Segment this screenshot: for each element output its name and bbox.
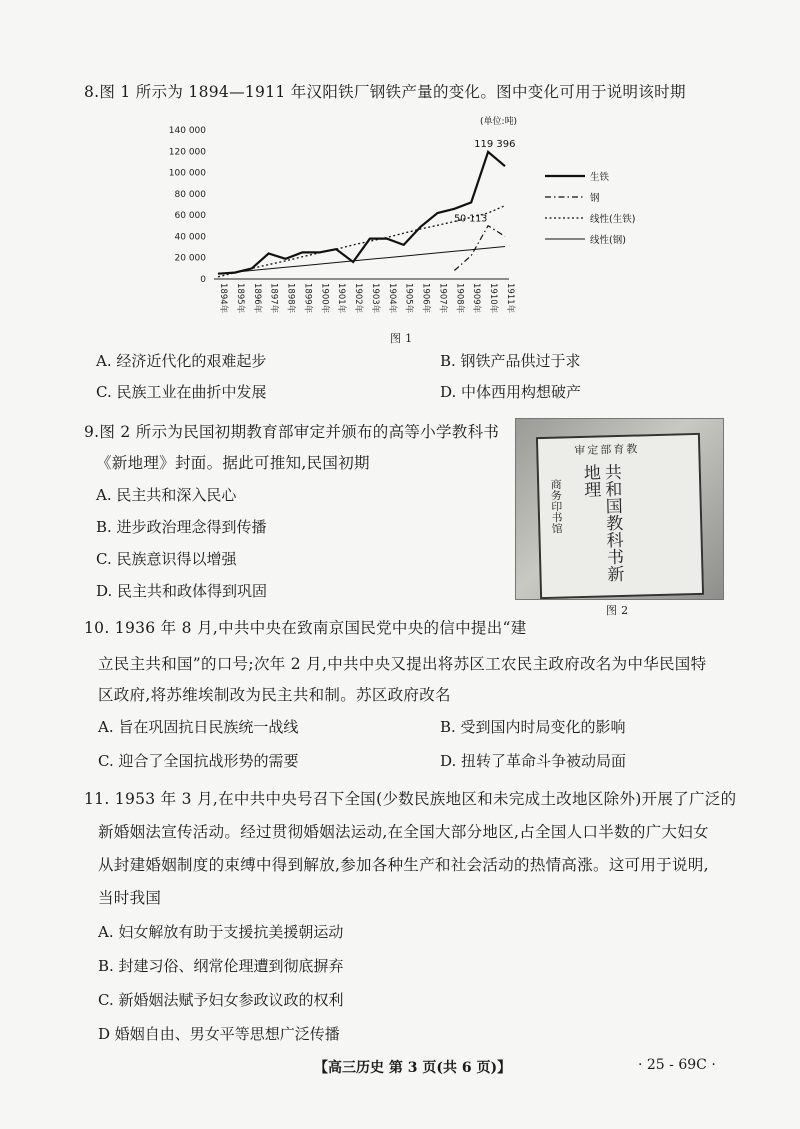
q11-option-a: A. 妇女解放有助于支援抗美援朝运动 bbox=[98, 923, 344, 941]
x-tick-label: 1909年 bbox=[471, 283, 482, 314]
q8-option-d: D. 中体西用构想破产 bbox=[440, 383, 582, 401]
q8-option-a: A. 经济近代化的艰难起步 bbox=[96, 352, 267, 370]
x-tick-label: 1908年 bbox=[454, 283, 465, 314]
q9-option-a: A. 民主共和深入民心 bbox=[96, 486, 237, 504]
q11-option-c: C. 新婚姻法赋予妇女参政议政的权利 bbox=[98, 991, 344, 1009]
page-footer-info: 【高三历史 第 3 页(共 6 页)】 bbox=[314, 1060, 512, 1076]
y-tick-label: 140 000 bbox=[168, 126, 206, 136]
x-tick-label: 1903年 bbox=[369, 283, 380, 314]
y-tick-label: 80 000 bbox=[174, 189, 206, 200]
q8-stem: 8.图 1 所示为 1894—1911 年汉阳铁厂钢铁产量的变化。图中变化可用于说明该时期 bbox=[84, 83, 686, 101]
x-tick-label: 1894年 bbox=[218, 283, 228, 314]
x-tick-label: 1904年 bbox=[386, 283, 397, 314]
x-tick-label: 1911年 bbox=[505, 283, 515, 314]
cover-top-text: 审定部育教 bbox=[574, 442, 640, 458]
x-tick-label: 1905年 bbox=[403, 283, 414, 314]
y-tick-label: 40 000 bbox=[174, 232, 206, 243]
y-tick-label: 0 bbox=[200, 275, 206, 285]
x-tick-label: 1896年 bbox=[251, 283, 262, 314]
q11-stem-line1: 11. 1953 年 3 月,在中共中央号召下全国(少数民族地区和未完成土改地区除外)开展了广泛的 bbox=[84, 790, 737, 808]
cover-main-text: 共和国教科书新地理 bbox=[579, 462, 624, 583]
y-tick-label: 20 000 bbox=[174, 253, 206, 264]
textbook-cover-photo bbox=[515, 418, 724, 600]
x-tick-label: 1895年 bbox=[234, 283, 245, 314]
x-tick-label: 1910年 bbox=[488, 283, 499, 314]
x-tick-label: 1900年 bbox=[319, 283, 330, 314]
q9-option-d: D. 民主共和政体得到巩固 bbox=[96, 582, 268, 600]
q10-stem-line3: 区政府,将苏维埃制改为民主共和制。苏区政府改名 bbox=[98, 686, 451, 704]
fig1-label: 图 1 bbox=[390, 332, 413, 345]
q9-stem-line2: 《新地理》封面。据此可推知,民国初期 bbox=[96, 454, 370, 472]
exam-code: · 25 - 69C · bbox=[638, 1057, 716, 1073]
q9-stem-line1: 9.图 2 所示为民国初期教育部审定并颁布的高等小学教科书 bbox=[84, 423, 500, 441]
q10-option-c: C. 迎合了全国抗战形势的需要 bbox=[98, 752, 299, 770]
q10-option-d: D. 扭转了革命斗争被动局面 bbox=[440, 752, 627, 770]
q10-option-a: A. 旨在巩固抗日民族统一战线 bbox=[98, 718, 299, 736]
q11-stem-line2: 新婚姻法宣传活动。经过贯彻婚姻法运动,在全国大部分地区,占全国人口半数的广大妇女 bbox=[98, 823, 709, 841]
x-tick-label: 1906年 bbox=[420, 283, 431, 314]
q10-option-b: B. 受到国内时局变化的影响 bbox=[440, 718, 626, 736]
q8-option-b: B. 钢铁产品供过于求 bbox=[440, 352, 581, 370]
y-tick-label: 120 000 bbox=[168, 147, 206, 158]
legend-label: 线性(生铁) bbox=[590, 214, 636, 225]
x-tick-label: 1907年 bbox=[437, 283, 448, 314]
y-tick-label: 60 000 bbox=[174, 211, 206, 222]
legend-label: 线性(钢) bbox=[590, 235, 626, 246]
q11-option-b: B. 封建习俗、纲常伦理遭到彻底摒弃 bbox=[98, 957, 344, 975]
q9-option-c: C. 民族意识得以增强 bbox=[96, 550, 237, 568]
legend-label: 生铁 bbox=[590, 172, 610, 183]
series-line-1 bbox=[454, 226, 505, 271]
q9-option-b: B. 进步政治理念得到传播 bbox=[96, 518, 267, 536]
x-tick-label: 1902年 bbox=[353, 283, 364, 314]
q8-option-c: C. 民族工业在曲折中发展 bbox=[96, 383, 267, 401]
textbook-cover bbox=[536, 433, 704, 599]
peak-label-pig-iron: 119 396 bbox=[474, 138, 516, 150]
unit-note: (单位:吨) bbox=[480, 117, 518, 127]
q11-option-d: D 婚姻自由、男女平等思想广泛传播 bbox=[98, 1025, 340, 1043]
x-tick-label: 1901年 bbox=[336, 283, 347, 314]
q11-stem-line4: 当时我国 bbox=[98, 889, 162, 907]
q10-stem-line2: 立民主共和国”的口号;次年 2 月,中共中央又提出将苏区工农民主政府改名为中华民国特 bbox=[98, 655, 707, 673]
cover-publisher-text: 商务印书馆 bbox=[549, 478, 564, 534]
peak-label-steel: 50 113 bbox=[454, 213, 488, 225]
x-tick-label: 1899年 bbox=[302, 283, 313, 314]
fig2-label: 图 2 bbox=[606, 604, 629, 617]
x-tick-label: 1898年 bbox=[285, 283, 296, 314]
x-tick-label: 1897年 bbox=[268, 283, 279, 314]
q11-stem-line3: 从封建婚姻制度的束缚中得到解放,参加各种生产和社会活动的热情高涨。这可用于说明, bbox=[98, 856, 709, 874]
steel-output-chart bbox=[160, 112, 636, 342]
y-tick-label: 100 000 bbox=[168, 168, 206, 179]
q10-stem-line1: 10. 1936 年 8 月,中共中央在致南京国民党中央的信中提出“建 bbox=[84, 619, 527, 637]
legend-label: 钢 bbox=[590, 193, 600, 204]
